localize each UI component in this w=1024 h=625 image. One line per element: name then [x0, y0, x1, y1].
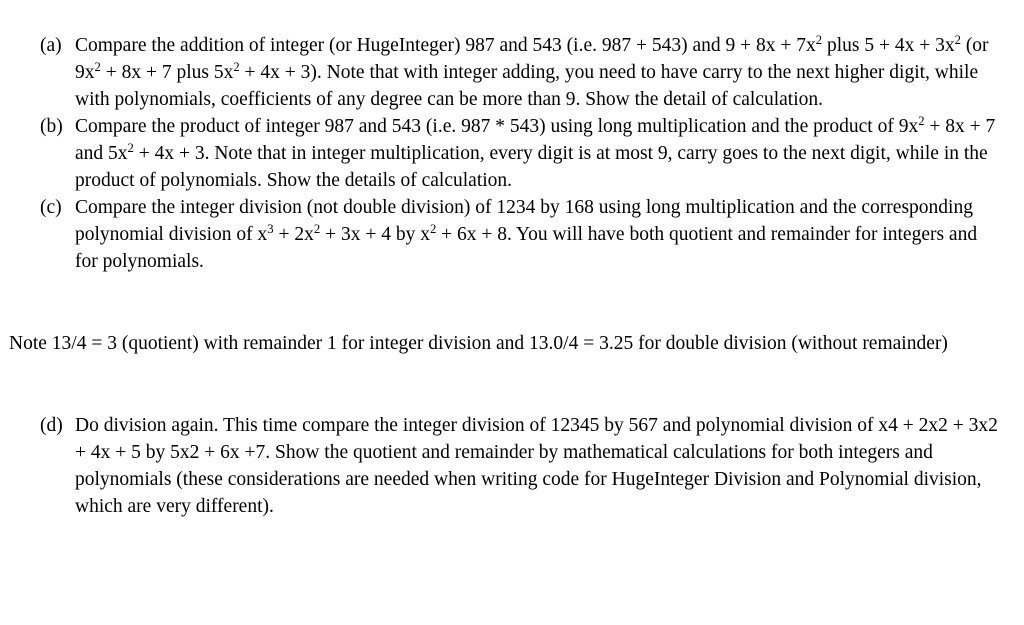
question-list	[40, 32, 1000, 275]
item-label: (a)	[40, 35, 62, 56]
question-item-c	[40, 194, 1000, 275]
item-label: (c)	[40, 197, 62, 218]
note-paragraph: Note 13/4 = 3 (quotient) with remainder 1 for integer division and 13.0/4 = 3.25 for double division (without remainder)	[9, 333, 948, 354]
item-label: (b)	[40, 116, 63, 137]
item-text: Compare the addition of integer (or HugeInteger) 987 and 543 (i.e. 987 + 543) and $9 + 8x + 7x^2$ plus $5 + 4x + 3x^2$ (or $9x^2 + 8x + 7$ plus $5x^2 + 4x + 3$). Note that with integer adding, you need to have carry to the next higher digit, while with polynomials, coefficients of any degree can be more than 9. Show the detail of calculation.	[75, 33, 989, 110]
superscript-exponent: 2	[429, 222, 437, 237]
superscript-exponent: 2	[94, 60, 101, 75]
superscript-exponent: 2	[815, 33, 823, 48]
superscript-exponent: 2	[233, 60, 240, 75]
item-text: Do division again. This time compare the integer division of 12345 by 567 and polynomial division of x4 + 2x2 + 3x2 + 4x + 5 by 5x2 + 6x +7. Show the quotient and remainder by mathematical calculations for both integers and polynomials (these considerations are needed when writing code for HugeInteger Division and Polynomial division, which are very different).	[75, 415, 998, 517]
question-item-b	[40, 113, 1000, 194]
superscript-exponent: 2	[918, 114, 925, 129]
item-text: Compare the product of integer 987 and 543 (i.e. 987 * 543) using long multiplication and the product of $9x^2 + 8x + 7$ and $5x^2 + 4x + 3$. Note that in integer multiplication, every digit is at most 9, carry goes to the next digit, while in the product of polynomials. Show the details of calculation.	[75, 114, 996, 191]
superscript-exponent: 2	[127, 141, 134, 156]
item-text: Compare the integer division (not double division) of 1234 by 168 using long multiplication and the corresponding polynomial division of $x^3 + 2x^2 + 3x + 4$ by $x^2 + 6x + 8$. You will have both quotient and remainder for integers and for polynomials.	[75, 197, 978, 272]
question-item-a	[40, 32, 1000, 113]
item-label: (d)	[40, 415, 63, 436]
question-list-d	[40, 412, 1000, 520]
superscript-exponent: 2	[954, 33, 961, 48]
question-item-d	[40, 412, 1000, 520]
superscript-exponent: 2	[313, 222, 321, 237]
superscript-exponent: 3	[267, 222, 274, 237]
